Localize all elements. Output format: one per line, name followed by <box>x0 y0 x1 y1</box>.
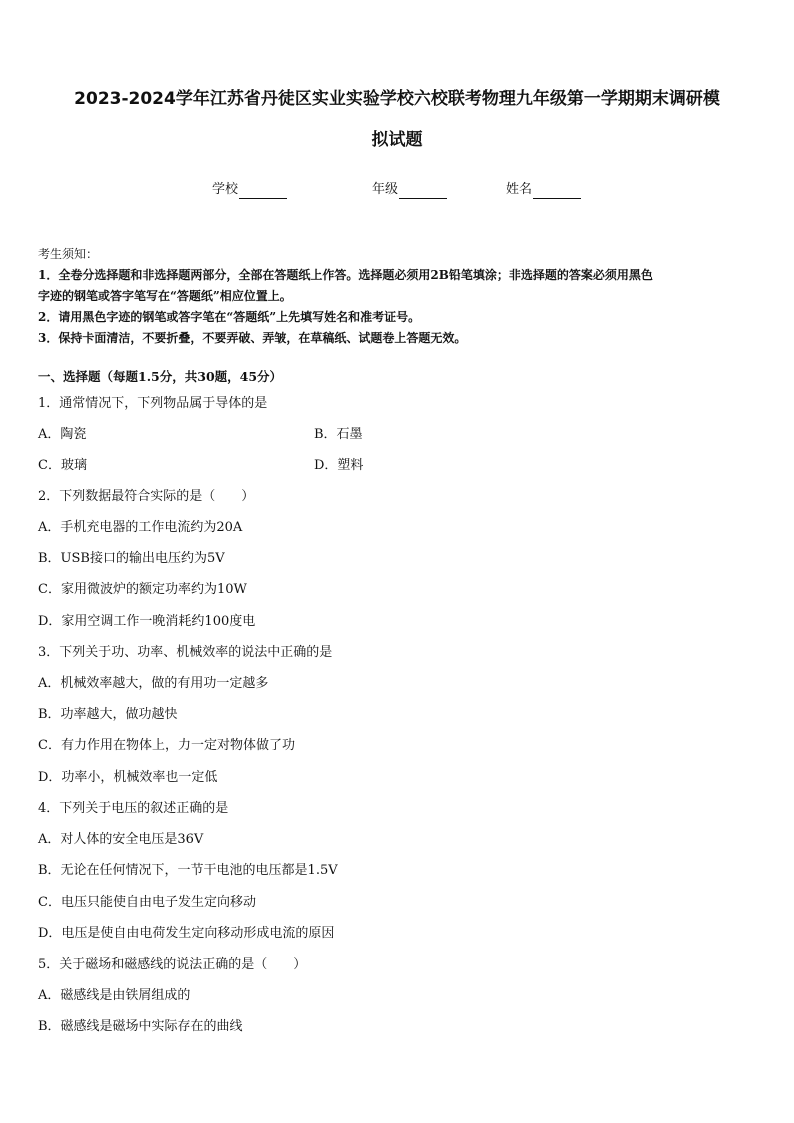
question-1-option-c: C．玻璃 <box>38 458 87 473</box>
school-label: 学校 <box>212 182 239 197</box>
exam-notice <box>38 244 758 349</box>
grade-blank <box>399 184 447 199</box>
question-4-option-a: A．对人体的安全电压是36V <box>38 832 204 847</box>
question-1-option-b: B．石墨 <box>314 427 363 442</box>
question-3-stem: 3．下列关于功、功率、机械效率的说法中正确的是 <box>38 645 333 660</box>
question-4-option-d: D．电压是使自由电荷发生定向移动形成电流的原因 <box>38 926 335 941</box>
question-2-option-d: D．家用空调工作一晚消耗约100度电 <box>38 614 256 629</box>
exam-title-line-2: 拟试题 <box>371 130 423 150</box>
notice-heading: 考生须知： <box>38 247 99 261</box>
question-2-option-c: C．家用微波炉的额定功率约为10W <box>38 582 247 597</box>
name-field <box>506 181 581 199</box>
question-2-option-a: A．手机充电器的工作电流约为20A <box>38 520 243 535</box>
question-5-option-b: B．磁感线是磁场中实际存在的曲线 <box>38 1019 243 1034</box>
question-1-option-a: A．陶瓷 <box>38 427 87 442</box>
question-3-option-a: A．机械效率越大，做的有用功一定越多 <box>38 676 269 691</box>
question-3-option-d: D．功率小，机械效率也一定低 <box>38 770 218 785</box>
notice-item-1a: 1．全卷分选择题和非选择题两部分，全部在答题纸上作答。选择题必须用2B铅笔填涂；非选择题的答案必须用黑色 <box>38 268 653 282</box>
notice-item-2: 2．请用黑色字迹的钢笔或答字笔在“答题纸”上先填写姓名和准考证号。 <box>38 310 421 324</box>
question-5-stem: 5．关于磁场和磁感线的说法正确的是（ ） <box>38 957 307 972</box>
notice-item-1b: 字迹的钢笔或答字笔写在“答题纸”相应位置上。 <box>38 289 292 303</box>
question-4-option-b: B．无论在任何情况下，一节干电池的电压都是1.5V <box>38 863 338 878</box>
student-info-row <box>0 181 794 201</box>
question-1-stem: 1．通常情况下，下列物品属于导体的是 <box>38 396 268 411</box>
school-field <box>212 181 287 199</box>
question-2-stem: 2．下列数据最符合实际的是（ ） <box>38 489 255 504</box>
question-4-stem: 4．下列关于电压的叙述正确的是 <box>38 801 229 816</box>
question-4-option-c: C．电压只能使自由电子发生定向移动 <box>38 895 256 910</box>
school-blank <box>239 184 287 199</box>
question-3-option-c: C．有力作用在物体上，力一定对物体做了功 <box>38 738 295 753</box>
question-1-option-d: D．塑料 <box>314 458 364 473</box>
exam-title-line-1: 2023-2024学年江苏省丹徒区实业实验学校六校联考物理九年级第一学期期末调研模 <box>74 89 720 109</box>
name-blank <box>533 184 581 199</box>
notice-item-3: 3．保持卡面清洁，不要折叠，不要弄破、弄皱，在草稿纸、试题卷上答题无效。 <box>38 331 467 345</box>
grade-field <box>372 181 447 199</box>
name-label: 姓名 <box>506 182 533 197</box>
grade-label: 年级 <box>372 182 399 197</box>
question-5-option-a: A．磁感线是由铁屑组成的 <box>38 988 191 1003</box>
question-3-option-b: B．功率越大，做功越快 <box>38 707 178 722</box>
section-heading: 一、选择题（每题1.5分，共30题，45分） <box>38 369 283 384</box>
question-2-option-b: B．USB接口的输出电压约为5V <box>38 551 225 566</box>
